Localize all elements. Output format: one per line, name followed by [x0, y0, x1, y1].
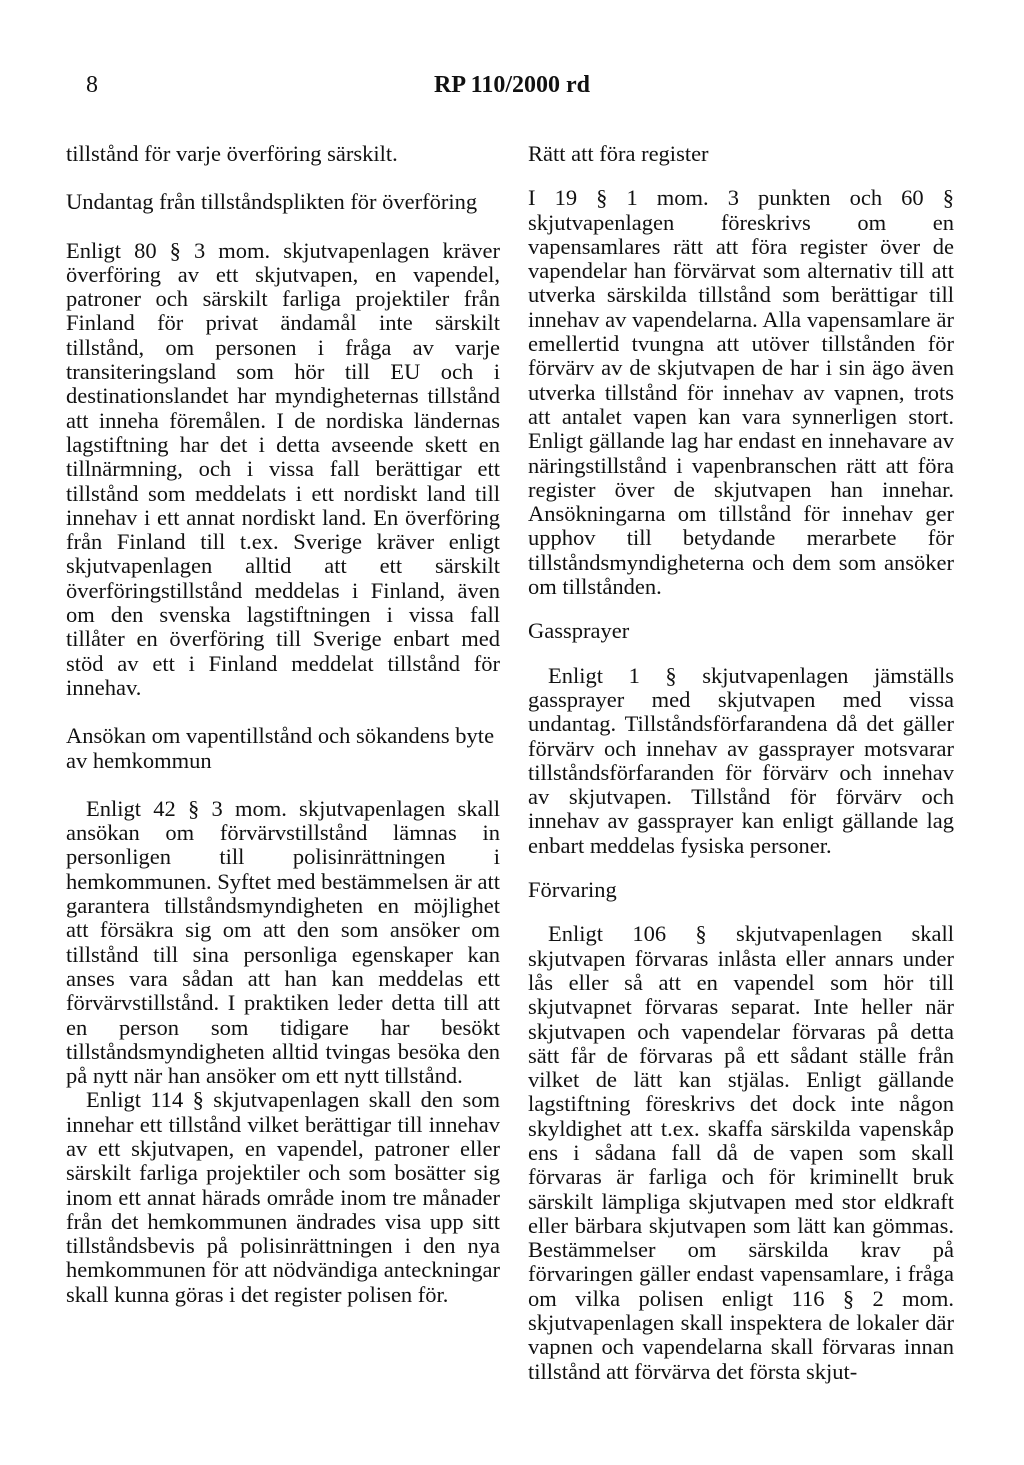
heading-ansokan: Ansökan om vapentillstånd och sökandens byte av hemkommun — [66, 723, 495, 773]
left-paragraph-4: Enligt 114 § skjutvapenlagen skall den som innehar ett tillstånd vilket berättigar till innehav av ett skjutvapen, en vapendel, patroner eller särskilt farliga projektiler och som bosätter sig inom ett annat härads område inom tre månader från det hemkommunen ändrades visa upp sitt tillståndsbevis på polisinrättningen i den nya hemkommunen för att nödvändiga anteckningar skall kunna göras i det register polisen för. — [66, 1087, 500, 1307]
right-column — [528, 142, 954, 1384]
heading-ratt-att-fora-register: Rätt att föra register — [528, 141, 709, 166]
left-paragraph-1: tillstånd för varje överföring särskilt. — [66, 141, 398, 166]
running-head: RP 110/2000 rd — [433, 72, 590, 98]
left-paragraph-2: Enligt 80 § 3 mom. skjutvapenlagen kräver överföring av ett skjutvapen, en vapendel, patroner och särskilt farliga projektiler från Finland för privat ändamål inte särskilt tillstånd, om personen i fråga av varje transiteringsland som hör till EU och i destinationslandet har myndigheternas tillstånd att inneha föremålen. I de nordiska ländernas lagstiftning har det i detta avseende skett en tillnärmning, och i vissa fall berättigar ett tillstånd som meddelats i ett nordiskt land till innehav i ett annat nordiskt land. En överföring från Finland till t.ex. Sverige kräver enligt skjutvapenlagen alltid att ett särskilt överföringstillstånd meddelas i Finland, även om den svenska lagstiftningen i vissa fall tillåter en överföring till Sverige enbart med stöd av ett i Finland meddelat tillstånd för innehav. — [66, 237, 500, 700]
left-column — [66, 142, 500, 1307]
page-number: 8 — [86, 72, 98, 98]
heading-undantag: Undantag från tillståndsplikten för överföring — [66, 189, 478, 215]
left-paragraph-3: Enligt 42 § 3 mom. skjutvapenlagen skall ansökan om förvärvstillstånd lämnas in personligen till polisinrättningen i hemkommunen. Syftet med bestämmelsen är att garantera tillståndsmyndigheten en möjlighet att försäkra sig om att den som ansöker om tillstånd till sina personliga egenskaper kan anses vara sådan att han kan meddelas ett förvärvstillstånd. I praktiken leder detta till att en person som tidigare har besökt tillståndsmyndigheten alltid tvingas besöka den på nytt när han ansöker om ett nytt tillstånd. — [66, 795, 500, 1089]
right-paragraph-1: I 19 § 1 mom. 3 punkten och 60 § skjutvapenlagen föreskrivs om en vapensamlares rätt att föra register över de vapendelar han förvärvat som alternativ till att utverka särskilda tillstånd som berättigar till innehav av vapendelarna. Alla vapensamlare är emellertid tvungna att utöver tillstånden för förvärv av de skjutvapen de har i sin ägo även utverka tillstånd för innehav av vapnen, trots att antalet vapen kan vara synnerligen stort. Enligt gällande lag har endast en innehavare av näringstillstånd i vapenbranschen rätt att föra register över de skjutvapen han innehar. Ansökningarna om tillstånd för innehav ger upphov till betydande merarbete för tillståndsmyndigheterna och dem som ansöker om tillstånden. — [528, 185, 954, 600]
right-paragraph-3: Enligt 106 § skjutvapenlagen skall skjutvapen förvaras inlåsta eller annars under lås eller så att en vapendel som hör till skjutvapnet förvaras separat. Inte heller när skjutvapen och vapendelar förvaras på detta sätt får de förvaras på ett sådant ställe från vilket de lätt kan stjälas. Enligt gällande lagstiftning föreskrivs det dock inte någon skyldighet att t.ex. skaffa särskilda vapenskåp ens i sådana fall då de vapen som skall förvaras är farliga och för kriminellt bruk särskilt lämpliga skjutvapen med stor eldkraft eller bärbara skjutvapen som lätt kan gömmas. Bestämmelser om särskilda krav på förvaringen gäller endast vapensamlare, i fråga om vilka polisen enligt 116 § 2 mom. skjutvapenlagen skall inspektera de lokaler där vapnen och vapendelarna skall förvaras innan tillstånd att förvärva det första skjut- — [528, 921, 954, 1384]
heading-forvaring: Förvaring — [528, 877, 617, 903]
right-paragraph-2: Enligt 1 § skjutvapenlagen jämställs gassprayer med skjutvapen med vissa undantag. Tillståndsförfarandena då det gäller förvärv och innehav av gassprayer motsvarar tillståndsförfaranden för förvärv och innehav av skjutvapen. Tillstånd för förvärv och innehav av gassprayer kan enligt gällande lag enbart meddelas fysiska personer. — [528, 662, 954, 858]
heading-gassprayer: Gassprayer — [528, 618, 630, 644]
